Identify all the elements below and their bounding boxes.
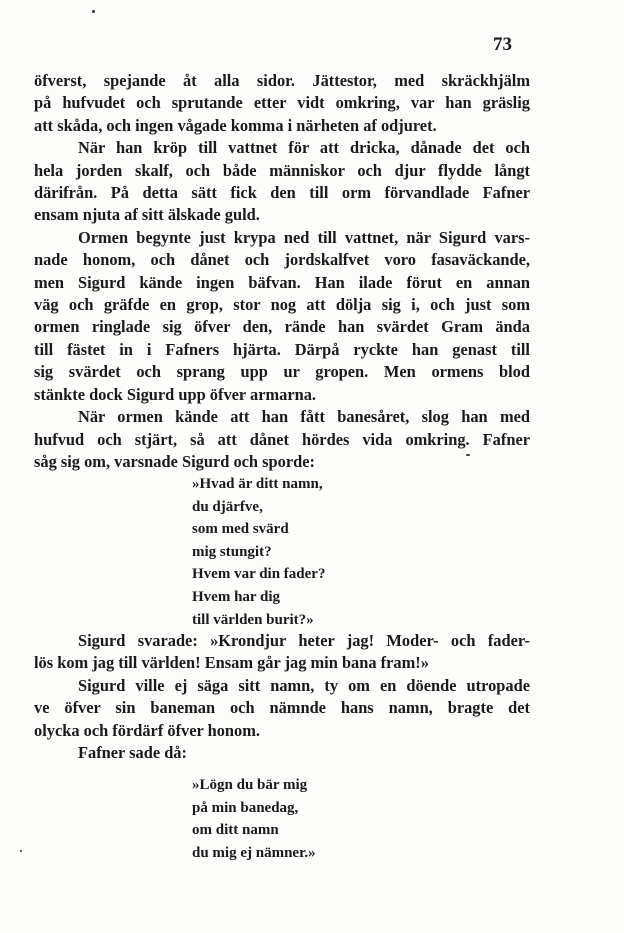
poem-fafner-reply [192, 774, 316, 864]
text-line: väg och gräfde en grop, stor nog att dölja sig i, och just som [34, 295, 530, 315]
poem-line: du mig ej nämner.» [192, 844, 316, 861]
text-line: lös kom jag till världen! Ensam går jag min bana fram!» [34, 653, 429, 673]
text-line: nade honom, och dånet och jordskalfvet voro fasaväckande, [34, 250, 530, 270]
poem-fafner-question [192, 473, 325, 631]
poem-line: Hvem var din fader? [192, 566, 326, 583]
text-line: olycka och fördärf öfver honom. [34, 720, 260, 740]
text-line: därifrån. På detta sätt fick den till orm förvandlade Fafner [34, 183, 530, 203]
text-line: sig svärdet och sprang upp ur gropen. Men ormens blod [34, 362, 530, 382]
text-line: Sigurd ville ej säga sitt namn, ty om en döende utropade [78, 675, 530, 695]
poem-line: »Hvad är ditt namn, [192, 476, 323, 492]
poem-line: till världen burit?» [192, 611, 314, 628]
text-line: Sigurd svarade: »Krondjur heter jag! Moder- och fader- [78, 631, 530, 650]
poem-line: »Lögn du bär mig [192, 777, 308, 793]
text-line: Ormen begynte just krypa ned till vattnet, när Sigurd vars- [78, 227, 530, 247]
text-line: ormen ringlade sig öfver den, rände han svärdet Gram ända [34, 317, 530, 337]
body-text-upper [34, 70, 530, 473]
text-line: När han kröp till vattnet för att dricka, dånade det och [78, 138, 530, 158]
text-line: Fafner sade då: [78, 743, 187, 763]
scan-speck [20, 850, 22, 852]
text-line: När ormen kände att han fått banesåret, slog han med [78, 407, 530, 427]
text-line: att skåda, och ingen vågade komma i närheten af odjuret. [34, 115, 437, 135]
text-line: till fästet in i Fafners hjärta. Därpå ryckte han genast till [34, 339, 530, 359]
text-line: på hufvudet och sprutande etter vidt omkring, var han gräslig [34, 93, 530, 113]
scan-speck [92, 10, 95, 13]
text-line: hela jorden skalf, och både människor och djur flydde långt [34, 160, 530, 180]
text-line: ensam njuta af sitt älskade guld. [34, 205, 260, 225]
page-number: 73 [493, 34, 512, 55]
poem-line: som med svärd [192, 521, 289, 538]
poem-line: Hvem har dig [192, 588, 281, 605]
text-line: såg sig om, varsnade Sigurd och sporde: [34, 451, 315, 471]
poem-line: på min banedag, [192, 799, 299, 816]
text-line: men Sigurd kände ingen bäfvan. Han ilade förut en annan [34, 272, 530, 292]
text-line: ve öfver sin baneman och nämnde hans namn, bragte det [34, 698, 530, 718]
text-line: stänkte dock Sigurd upp öfver armarna. [34, 384, 317, 404]
text-line: hufvud och stjärt, så att dånet hördes vida omkring. Fafner [34, 429, 530, 449]
poem-line: du djärfve, [192, 498, 263, 515]
text-line: öfverst, spejande åt alla sidor. Jättestor, med skräckhjälm [34, 71, 530, 90]
scan-speck [466, 454, 470, 456]
poem-line: om ditt namn [192, 822, 279, 839]
body-text-lower [34, 630, 530, 764]
poem-line: mig stungit? [192, 543, 272, 560]
